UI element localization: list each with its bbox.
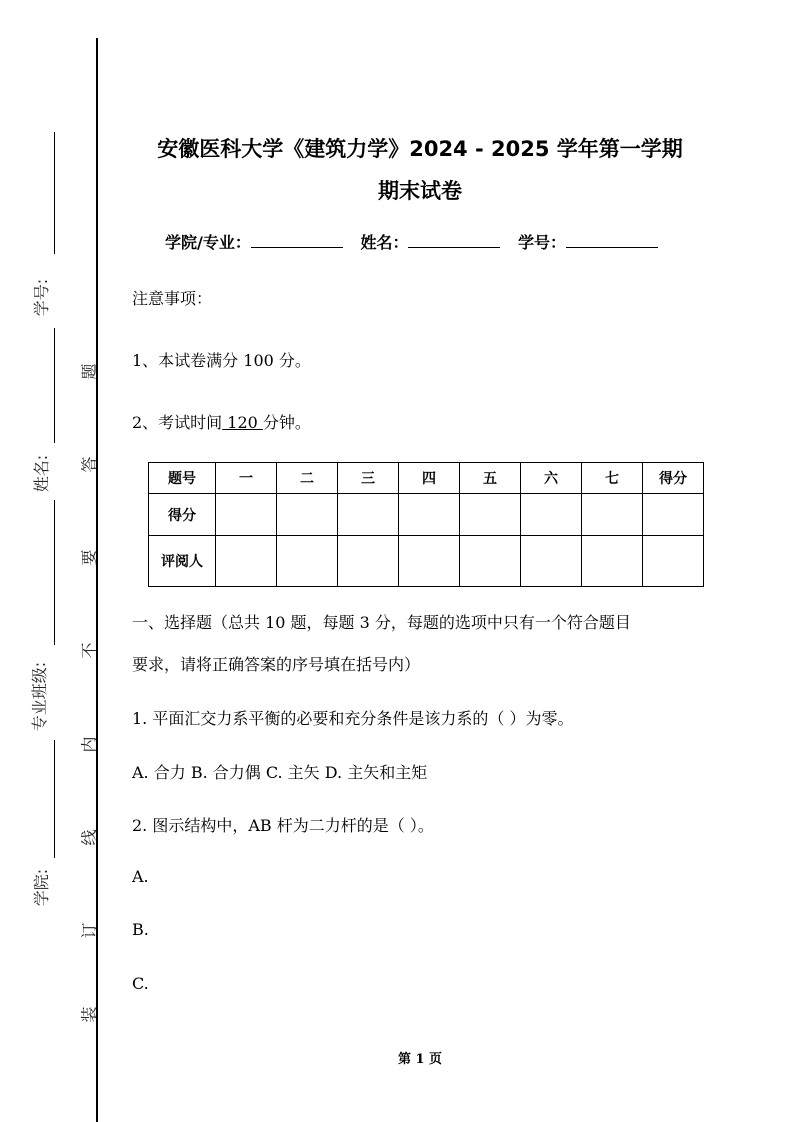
row-label: 得分 — [149, 494, 216, 536]
grader-cell — [338, 536, 399, 587]
question-2: 2. 图示结构中，AB 杆为二力杆的是（ ）。 — [132, 816, 434, 835]
name-blank[interactable] — [408, 231, 500, 248]
id-blank[interactable] — [566, 231, 658, 248]
question-2-option-a: A. — [132, 867, 149, 886]
field-line-major — [54, 500, 55, 645]
exam-duration: 120 — [222, 413, 263, 432]
table-row — [149, 494, 704, 536]
score-cell — [521, 494, 582, 536]
seal-char: 题 — [79, 363, 99, 380]
student-info-fields — [165, 230, 670, 253]
section1-heading: 一、选择题（总共 10 题，每题 3 分，每题的选项中只有一个符合题目 — [132, 613, 631, 632]
table-header-cell: 二 — [277, 463, 338, 494]
seal-char: 不 — [79, 642, 99, 659]
question-1-options: A. 合力 B. 合力偶 C. 主矢 D. 主矢和主矩 — [132, 763, 428, 782]
question-2-option-b: B. — [132, 920, 149, 939]
field-line-id — [54, 132, 55, 254]
seal-char: 订 — [79, 922, 99, 939]
grader-cell — [582, 536, 643, 587]
grader-cell — [643, 536, 704, 587]
table-header-row — [149, 463, 704, 494]
field-line-college — [54, 740, 55, 858]
seal-char: 线 — [79, 829, 99, 846]
table-row — [149, 536, 704, 587]
row-label: 评阅人 — [149, 536, 216, 587]
page-number: 第 1 页 — [397, 1052, 443, 1067]
name-label: 姓名： — [360, 233, 409, 252]
college-label: 学院/专业： — [165, 233, 251, 252]
table-header-cell: 七 — [582, 463, 643, 494]
score-cell — [277, 494, 338, 536]
margin-label-college: 学院: — [32, 868, 52, 907]
note-2-unit: 分钟。 — [262, 413, 311, 432]
notes-heading: 注意事项： — [132, 289, 213, 308]
seal-char: 要 — [79, 549, 99, 566]
exam-title: 安徽医科大学《建筑力学》2024 - 2025 学年第一学期 — [157, 137, 683, 161]
score-cell — [460, 494, 521, 536]
section1-heading-cont: 要求，请将正确答案的序号填在括号内） — [132, 655, 421, 674]
seal-char: 内 — [79, 736, 99, 753]
table-header-cell: 五 — [460, 463, 521, 494]
margin-label-name: 姓名: — [32, 454, 52, 493]
grader-cell — [216, 536, 277, 587]
score-cell — [216, 494, 277, 536]
score-cell — [338, 494, 399, 536]
note-2 — [132, 410, 311, 433]
college-blank[interactable] — [251, 231, 343, 248]
seal-char: 装 — [79, 1006, 99, 1023]
margin-label-id: 学号: — [32, 278, 52, 317]
note-2-text: 2、考试时间 — [132, 413, 223, 432]
grader-cell — [460, 536, 521, 587]
field-line-name — [54, 328, 55, 443]
table-header-cell: 得分 — [643, 463, 704, 494]
margin-label-major: 专业班级: — [30, 661, 50, 732]
note-1: 1、本试卷满分 100 分。 — [132, 351, 311, 370]
grader-cell — [399, 536, 460, 587]
score-cell — [643, 494, 704, 536]
table-header-cell: 四 — [399, 463, 460, 494]
question-2-option-c: C. — [132, 974, 149, 993]
table-header-cell: 一 — [216, 463, 277, 494]
grader-cell — [521, 536, 582, 587]
question-1: 1. 平面汇交力系平衡的必要和充分条件是该力系的（ ）为零。 — [132, 709, 574, 728]
score-cell — [582, 494, 643, 536]
score-table — [148, 462, 704, 587]
exam-subtitle: 期末试卷 — [378, 179, 462, 203]
table-header-cell: 三 — [338, 463, 399, 494]
id-label: 学号： — [518, 233, 567, 252]
table-header-cell: 题号 — [149, 463, 216, 494]
score-cell — [399, 494, 460, 536]
grader-cell — [277, 536, 338, 587]
seal-char: 答 — [79, 456, 99, 473]
binding-line — [96, 38, 98, 1122]
table-header-cell: 六 — [521, 463, 582, 494]
